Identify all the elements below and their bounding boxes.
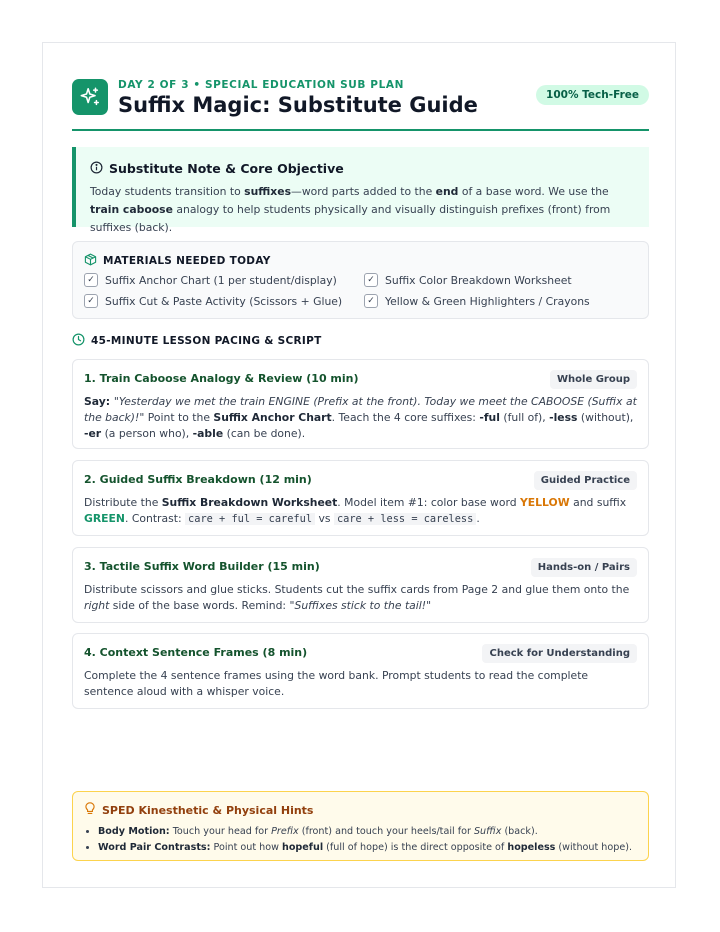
lesson-step: [72, 359, 649, 449]
step-title: 4. Context Sentence Frames (8 min): [84, 646, 308, 659]
clock-icon: [72, 333, 85, 349]
note-title: Substitute Note & Core Objective: [109, 161, 344, 176]
step-title: 3. Tactile Suffix Word Builder (15 min): [84, 560, 320, 573]
materials-title: MATERIALS NEEDED TODAY: [103, 255, 271, 267]
sparkles-icon: [72, 79, 108, 115]
group-tag: Hands-on / Pairs: [531, 558, 637, 577]
material-item: ✓ Suffix Anchor Chart (1 per student/display): [84, 273, 337, 287]
sped-hints-box: [72, 791, 649, 861]
pacing-heading: 45-MINUTE LESSON PACING & SCRIPT: [72, 333, 322, 349]
materials-box: [72, 241, 649, 319]
step-body: Distribute scissors and glue sticks. Students cut the suffix cards from Page 2 and glue them onto the right side of the base words. Remind: "Suffixes stick to the tail!": [84, 583, 630, 612]
material-item: ✓ Suffix Color Breakdown Worksheet: [364, 273, 572, 287]
hint-item: • Body Motion: Touch your head for Prefix (front) and touch your heels/tail for Suffix (back).: [98, 824, 637, 840]
header-divider: [72, 129, 649, 131]
note-body: Today students transition to suffixes—word parts added to the end of a base word. We use the train caboose analogy to help students physically and visually distinguish prefixes (front) from suffixes (back).: [90, 185, 611, 234]
info-icon: [90, 159, 103, 178]
header: [72, 77, 649, 133]
material-item: ✓ Yellow & Green Highlighters / Crayons: [364, 294, 590, 308]
step-title: 2. Guided Suffix Breakdown (12 min): [84, 473, 312, 486]
step-body: Complete the 4 sentence frames using the word bank. Prompt students to read the complete sentence aloud with a whisper voice.: [84, 669, 589, 698]
page-title: Suffix Magic: Substitute Guide: [118, 93, 478, 117]
material-item: ✓ Suffix Cut & Paste Activity (Scissors + Glue): [84, 294, 342, 308]
lightbulb-icon: [84, 802, 96, 818]
hints-list: [84, 824, 637, 856]
group-tag: Check for Understanding: [482, 644, 637, 663]
lesson-step: [72, 460, 649, 536]
package-icon: [84, 253, 97, 269]
group-tag: Guided Practice: [534, 471, 637, 490]
hint-item: • Word Pair Contrasts: Point out how hopeful (full of hope) is the direct opposite of hopeless (without hope).: [98, 840, 637, 856]
substitute-note: [72, 147, 649, 234]
sub-plan-page: [42, 42, 676, 888]
group-tag: Whole Group: [550, 370, 637, 389]
step-body: Distribute the Suffix Breakdown Worksheet. Model item #1: color base word YELLOW and suffix GREEN. Contrast: care + ful = careful vs care + less = careless .: [84, 496, 627, 525]
lesson-step: [72, 633, 649, 709]
checkbox-icon: ✓: [364, 273, 378, 287]
checkbox-icon: ✓: [84, 294, 98, 308]
tech-free-badge: 100% Tech-Free: [536, 85, 649, 105]
checkbox-icon: ✓: [84, 273, 98, 287]
checkbox-icon: ✓: [364, 294, 378, 308]
hints-title: SPED Kinesthetic & Physical Hints: [102, 803, 314, 817]
plan-eyebrow: DAY 2 OF 3 • SPECIAL EDUCATION SUB PLAN: [118, 79, 404, 91]
step-body: Say: "Yesterday we met the train ENGINE (Prefix at the front). Today we meet the CABOOSE (Suffix at the back)!" Point to the Suffix Anchor Chart. Teach the 4 core suffixes: -ful (full of), -less (without), -er (a person who), -able (can be done).: [84, 395, 637, 440]
step-title: 1. Train Caboose Analogy & Review (10 min): [84, 372, 359, 385]
lesson-step: [72, 547, 649, 623]
